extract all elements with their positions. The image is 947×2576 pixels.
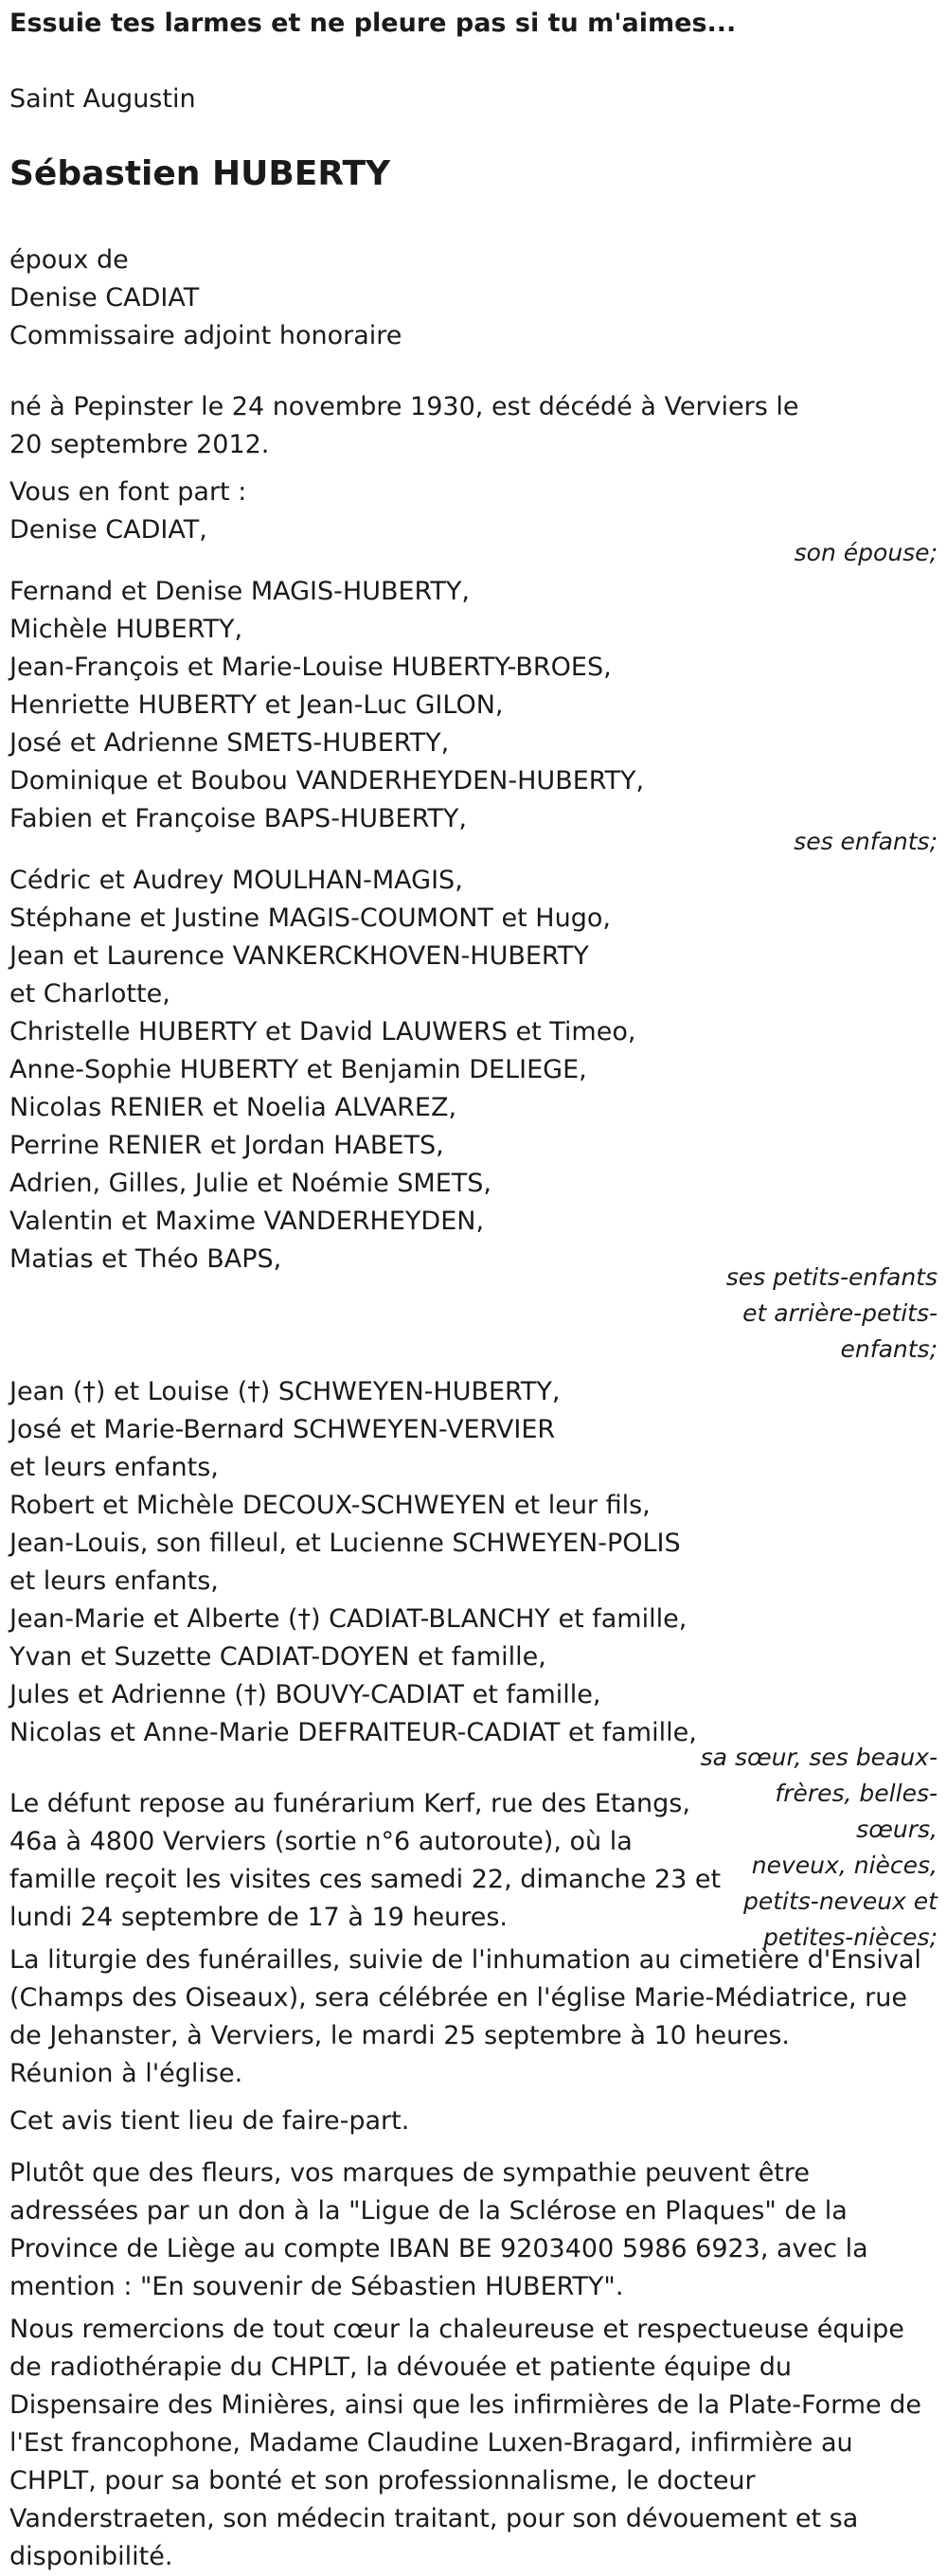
name-line: Valentin et Maxime VANDERHEYDEN, [9, 1207, 485, 1236]
relation-line: sa sœur, ses beaux- [700, 1744, 938, 1771]
name-line: Nicolas RENIER et Noelia ALVAREZ, [9, 1093, 457, 1122]
name-line: Anne-Sophie HUBERTY et Benjamin DELIEGE, [9, 1055, 587, 1084]
patron-saint: Saint Augustin [9, 84, 196, 114]
relation-line: sœurs, [856, 1816, 938, 1843]
relation-line: frères, belles- [775, 1780, 938, 1807]
name-line: Jules et Adrienne (†) BOUVY-CADIAT et famille, [9, 1680, 601, 1709]
name-line: Jean-Louis, son filleul, et Lucienne SCHWEYEN-POLIS [9, 1529, 681, 1558]
name-line: et Charlotte, [9, 979, 170, 1009]
name-line: Denise CADIAT, [9, 515, 207, 545]
quote: Essuie tes larmes et ne pleure pas si tu m'aimes... [9, 9, 737, 38]
funerarium-line: famille reçoit les visites ces samedi 22, dimanche 23 et [9, 1865, 722, 1894]
name-line: Jean (†) et Louise (†) SCHWEYEN-HUBERTY, [9, 1377, 561, 1406]
deceased-name: Sébastien HUBERTY [9, 154, 391, 193]
relation-line: neveux, nièces, [751, 1852, 938, 1879]
reunion-note: Réunion à l'église. [9, 2059, 243, 2088]
grandchildren-relation [726, 1260, 938, 1368]
funerarium-line: lundi 24 septembre de 17 à 19 heures. [9, 1903, 508, 1932]
name-line: Fernand et Denise MAGIS-HUBERTY, [9, 577, 470, 606]
acknowledgements: Nous remercions de tout cœur la chaleureuse et respectueuse équipe de radiothérapie du CHPLT, la dévouée et patiente équipe du Dispensaire des Minières, ainsi que les infirmières de la Plate-Forme de l'Est francophone, Madame Claudine Luxen-Bragard, infirmière au CHPLT, pour sa bonté et son professionnalisme, le docteur Vanderstraeten, son médecin traitant, pour son dévouement et sa disponibilité. [9, 2315, 921, 2571]
birth-death: né à Pepinster le 24 novembre 1930, est décédé à Verviers le 20 septembre 2012. [9, 392, 799, 459]
name-line: José et Adrienne SMETS-HUBERTY, [9, 728, 450, 758]
spouse-names [9, 511, 207, 549]
donation-request: Plutôt que des fleurs, vos marques de sympathie peuvent être adressées par un don à la "Ligue de la Sclérose en Plaques" de la Province de Liège au compte IBAN BE 9203400 5986 6923, avec la mention : "En souvenir de Sébastien HUBERTY". [9, 2158, 868, 2301]
relation-line: petits-neveux et [742, 1887, 938, 1915]
funerarium-line: Le défunt repose au funérarium Kerf, rue des Etangs, [9, 1789, 690, 1818]
relation-line: ses enfants; [794, 828, 938, 855]
name-line: Michèle HUBERTY, [9, 615, 243, 644]
grandchildren-names [9, 862, 635, 1279]
name-line: Cédric et Audrey MOULHAN-MAGIS, [9, 866, 463, 895]
name-line: Jean et Laurence VANKERCKHOVEN-HUBERTY [9, 941, 589, 971]
name-line: et leurs enfants, [9, 1453, 219, 1482]
children-names [9, 573, 644, 838]
name-line: Jean-François et Marie-Louise HUBERTY-BROES, [9, 653, 612, 682]
announce-intro: Vous en font part : [9, 477, 247, 507]
status-line: Denise CADIAT [9, 283, 200, 313]
family-relation [701, 1740, 938, 1956]
spouse-relation [795, 535, 938, 571]
relation-line: ses petits-enfants [725, 1263, 938, 1291]
funeral-liturgy: La liturgie des funérailles, suivie de l'inhumation au cimetière d'Ensival (Champs des Oiseaux), sera célébrée en l'église Marie-Médiatrice, rue de Jehanster, à Verviers, le mardi 25 septembre à 10 heures. [9, 1945, 921, 2050]
name-line: Henriette HUBERTY et Jean-Luc GILON, [9, 690, 504, 720]
relation-line: son épouse; [794, 539, 938, 566]
name-line: Dominique et Boubou VANDERHEYDEN-HUBERTY, [9, 766, 645, 796]
relation-line: et arrière-petits- [742, 1299, 938, 1327]
name-line: et leurs enfants, [9, 1566, 219, 1596]
name-line: Adrien, Gilles, Julie et Noémie SMETS, [9, 1169, 491, 1198]
name-line: José et Marie-Bernard SCHWEYEN-VERVIER [9, 1415, 556, 1444]
name-line: Fabien et Françoise BAPS-HUBERTY, [9, 804, 467, 833]
name-line: Perrine RENIER et Jordan HABETS, [9, 1131, 444, 1160]
name-line: Yvan et Suzette CADIAT-DOYEN et famille, [9, 1642, 546, 1672]
children-relation [794, 824, 938, 860]
name-line: Stéphane et Justine MAGIS-COUMONT et Hugo, [9, 903, 611, 933]
status-block [9, 242, 402, 355]
status-line: Commissaire adjoint honoraire [9, 321, 402, 350]
relation-line: enfants; [840, 1335, 938, 1363]
name-line: Nicolas et Anne-Marie DEFRAITEUR-CADIAT et famille, [9, 1718, 697, 1747]
name-line: Christelle HUBERTY et David LAUWERS et Timeo, [9, 1017, 636, 1046]
family-names [9, 1373, 697, 1752]
relation-line: petites-nièces; [763, 1923, 938, 1951]
name-line: Matias et Théo BAPS, [9, 1244, 282, 1274]
funerarium-info [9, 1785, 721, 1937]
status-line: époux de [9, 245, 129, 275]
funerarium-line: 46a à 4800 Verviers (sortie n°6 autoroute), où la [9, 1827, 633, 1856]
name-line: Jean-Marie et Alberte (†) CADIAT-BLANCHY et famille, [9, 1604, 688, 1634]
name-line: Robert et Michèle DECOUX-SCHWEYEN et leur fils, [9, 1491, 651, 1520]
notice-note: Cet avis tient lieu de faire-part. [9, 2106, 410, 2136]
